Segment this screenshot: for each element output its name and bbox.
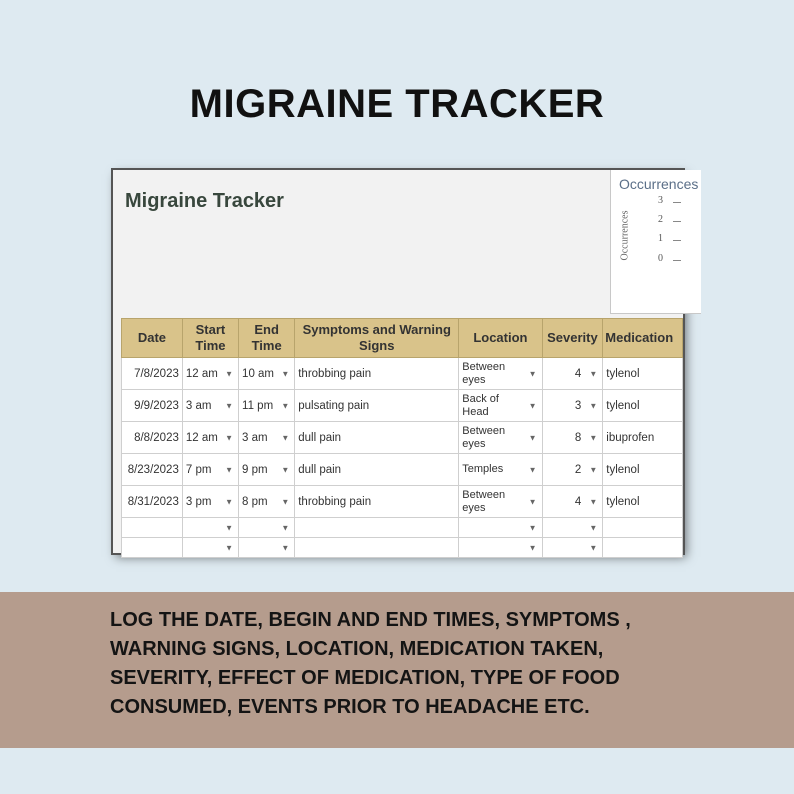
- table-row: [122, 358, 683, 390]
- end-time-value: 3 am: [242, 431, 268, 444]
- severity-value: 8: [574, 431, 582, 444]
- location-cell[interactable]: [459, 422, 542, 454]
- severity-cell[interactable]: [542, 390, 603, 422]
- empty-cell[interactable]: [122, 518, 183, 538]
- date-cell[interactable]: 8/23/2023: [122, 454, 183, 486]
- page-heading: MIGRAINE TRACKER: [189, 82, 605, 126]
- dropdown-arrow-icon[interactable]: ▼: [589, 401, 598, 410]
- chart-tick-label: 3: [658, 195, 663, 206]
- dropdown-arrow-icon[interactable]: ▼: [281, 497, 290, 506]
- empty-cell[interactable]: [182, 538, 238, 558]
- empty-cell[interactable]: [459, 538, 542, 558]
- dropdown-arrow-icon[interactable]: ▼: [281, 465, 290, 474]
- table-row: [122, 486, 683, 518]
- empty-cell[interactable]: [239, 538, 295, 558]
- end-time-value: 11 pm: [242, 399, 274, 412]
- medication-cell[interactable]: tylenol: [603, 390, 683, 422]
- chart-tick-label: 1: [658, 233, 663, 244]
- medication-cell[interactable]: tylenol: [603, 358, 683, 390]
- severity-cell[interactable]: [542, 358, 603, 390]
- table-row: [122, 454, 683, 486]
- dropdown-arrow-icon[interactable]: ▼: [528, 433, 537, 442]
- occurrences-chart: [610, 170, 701, 314]
- medication-cell[interactable]: tylenol: [603, 486, 683, 518]
- end-time-cell[interactable]: [239, 390, 295, 422]
- date-cell[interactable]: 8/8/2023: [122, 422, 183, 454]
- dropdown-arrow-icon[interactable]: ▼: [528, 465, 537, 474]
- sheet-title: Migraine Tracker: [125, 190, 284, 212]
- empty-row: [122, 518, 683, 538]
- date-cell[interactable]: 8/31/2023: [122, 486, 183, 518]
- chart-y-axis-label: Occurrences: [619, 210, 631, 261]
- dropdown-arrow-icon[interactable]: ▼: [589, 523, 598, 532]
- date-cell[interactable]: 9/9/2023: [122, 390, 183, 422]
- start-time-cell[interactable]: [182, 390, 238, 422]
- empty-cell[interactable]: [459, 518, 542, 538]
- location-value: Back of Head: [462, 392, 499, 418]
- end-time-value: 10 am: [242, 367, 275, 380]
- end-time-cell[interactable]: [239, 454, 295, 486]
- dropdown-arrow-icon[interactable]: ▼: [528, 497, 537, 506]
- symptoms-cell[interactable]: dull pain: [295, 454, 459, 486]
- start-time-value: 3 am: [185, 399, 212, 412]
- start-time-value: 3 pm: [185, 495, 212, 508]
- empty-cell[interactable]: [182, 518, 238, 538]
- chart-title: Occurrences: [619, 176, 699, 192]
- dropdown-arrow-icon[interactable]: ▼: [589, 543, 598, 552]
- end-time-cell[interactable]: [239, 358, 295, 390]
- start-time-cell[interactable]: [182, 454, 238, 486]
- chart-gridline: [673, 221, 681, 222]
- chart-tick-label: 0: [658, 253, 663, 264]
- location-cell[interactable]: [459, 486, 542, 518]
- location-value: Between eyes: [462, 360, 506, 386]
- dropdown-arrow-icon[interactable]: ▼: [589, 433, 598, 442]
- dropdown-arrow-icon[interactable]: ▼: [589, 465, 598, 474]
- empty-cell[interactable]: [239, 518, 295, 538]
- header-row: [122, 319, 683, 358]
- start-time-cell[interactable]: [182, 486, 238, 518]
- description-banner: [0, 592, 794, 748]
- col-header-medication: Medication: [603, 319, 683, 358]
- empty-cell[interactable]: [122, 538, 183, 558]
- spreadsheet-screenshot: [113, 170, 699, 553]
- dropdown-arrow-icon[interactable]: ▼: [528, 543, 537, 552]
- severity-cell[interactable]: [542, 422, 603, 454]
- col-header-location: Location: [459, 319, 542, 358]
- severity-value: 4: [574, 495, 582, 508]
- empty-cell[interactable]: [295, 538, 459, 558]
- dropdown-arrow-icon[interactable]: ▼: [225, 543, 234, 552]
- dropdown-arrow-icon[interactable]: ▼: [225, 433, 234, 442]
- chart-gridline: [673, 240, 681, 241]
- severity-value: 2: [574, 463, 582, 476]
- col-header-start-time: Start Time: [182, 319, 238, 358]
- location-value: Temples: [462, 463, 504, 475]
- end-time-cell[interactable]: [239, 486, 295, 518]
- dropdown-arrow-icon[interactable]: ▼: [281, 369, 290, 378]
- end-time-value: 9 pm: [242, 463, 268, 476]
- chart-gridline: [673, 260, 681, 261]
- chart-tick-label: 2: [658, 214, 663, 225]
- location-cell[interactable]: [459, 390, 542, 422]
- dropdown-arrow-icon[interactable]: ▼: [589, 497, 598, 506]
- end-time-value: 8 pm: [242, 495, 268, 508]
- table-row: [122, 422, 683, 454]
- medication-cell[interactable]: ibuprofen: [603, 422, 683, 454]
- dropdown-arrow-icon[interactable]: ▼: [225, 497, 234, 506]
- empty-cell[interactable]: [542, 518, 603, 538]
- start-time-value: 12 am: [185, 367, 218, 380]
- col-header-end-time: End Time: [239, 319, 295, 358]
- tracker-table: [121, 318, 683, 558]
- medication-cell[interactable]: tylenol: [603, 454, 683, 486]
- location-cell[interactable]: [459, 454, 542, 486]
- location-value: Between eyes: [462, 424, 506, 450]
- dropdown-arrow-icon[interactable]: ▼: [528, 523, 537, 532]
- location-cell[interactable]: [459, 358, 542, 390]
- dropdown-arrow-icon[interactable]: ▼: [225, 401, 234, 410]
- symptoms-cell[interactable]: dull pain: [295, 422, 459, 454]
- start-time-value: 7 pm: [185, 463, 212, 476]
- dropdown-arrow-icon[interactable]: ▼: [281, 401, 290, 410]
- empty-row: [122, 538, 683, 558]
- banner-text: LOG THE DATE, BEGIN AND END TIMES, SYMPTOMS , WARNING SIGNS, LOCATION, MEDICATION TAKEN, SEVERITY, EFFECT OF MEDICATION, TYPE OF FOOD CONSUMED, EVENTS PRIOR TO HEADACHE ETC.: [110, 609, 631, 718]
- end-time-cell[interactable]: [239, 422, 295, 454]
- severity-value: 4: [574, 367, 582, 380]
- start-time-cell[interactable]: [182, 358, 238, 390]
- dropdown-arrow-icon[interactable]: ▼: [281, 433, 290, 442]
- empty-cell[interactable]: [542, 538, 603, 558]
- col-header-symptoms: Symptoms and Warning Signs: [295, 319, 459, 358]
- dropdown-arrow-icon[interactable]: ▼: [528, 401, 537, 410]
- empty-cell[interactable]: [603, 538, 683, 558]
- dropdown-arrow-icon[interactable]: ▼: [281, 523, 290, 532]
- dropdown-arrow-icon[interactable]: ▼: [281, 543, 290, 552]
- symptoms-cell[interactable]: throbbing pain: [295, 486, 459, 518]
- date-cell[interactable]: 7/8/2023: [122, 358, 183, 390]
- dropdown-arrow-icon[interactable]: ▼: [225, 465, 234, 474]
- severity-value: 3: [574, 399, 582, 412]
- table-row: [122, 390, 683, 422]
- dropdown-arrow-icon[interactable]: ▼: [225, 369, 234, 378]
- col-header-date: Date: [122, 319, 183, 358]
- chart-gridline: [673, 202, 681, 203]
- severity-cell[interactable]: [542, 454, 603, 486]
- dropdown-arrow-icon[interactable]: ▼: [225, 523, 234, 532]
- start-time-value: 12 am: [185, 431, 218, 444]
- symptoms-cell[interactable]: pulsating pain: [295, 390, 459, 422]
- start-time-cell[interactable]: [182, 422, 238, 454]
- symptoms-cell[interactable]: throbbing pain: [295, 358, 459, 390]
- dropdown-arrow-icon[interactable]: ▼: [528, 369, 537, 378]
- severity-cell[interactable]: [542, 486, 603, 518]
- empty-cell[interactable]: [603, 518, 683, 538]
- dropdown-arrow-icon[interactable]: ▼: [589, 369, 598, 378]
- location-value: Between eyes: [462, 488, 506, 514]
- empty-cell[interactable]: [295, 518, 459, 538]
- col-header-severity: Severity: [542, 319, 603, 358]
